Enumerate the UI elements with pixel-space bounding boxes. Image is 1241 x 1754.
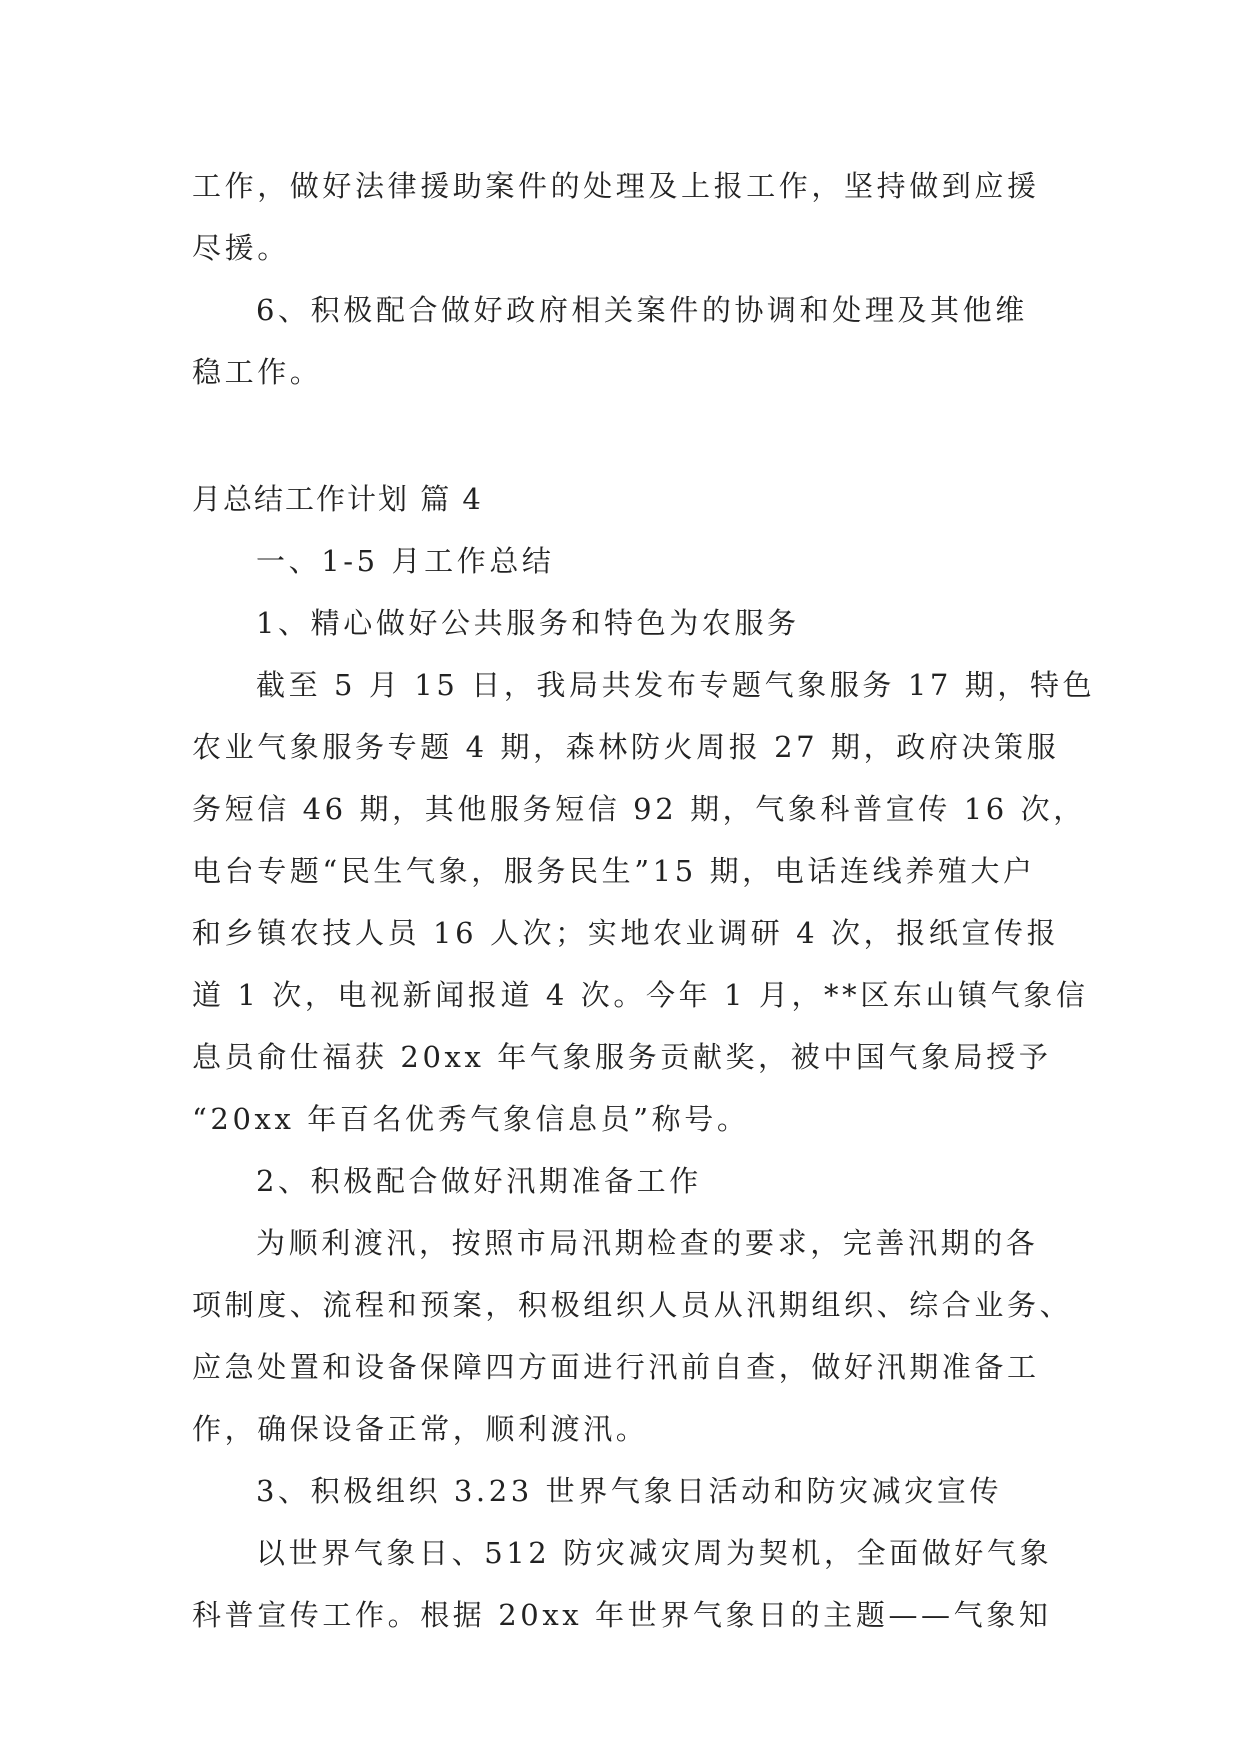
paragraph-line: 农业气象服务专题 4 期，森林防火周报 27 期，政府决策服 bbox=[192, 730, 1060, 764]
section-4 bbox=[192, 468, 1096, 1646]
paragraph-line: 工作，做好法律援助案件的处理及上报工作，坚持做到应援 bbox=[192, 169, 1040, 203]
item-heading: 1、精心做好公共服务和特色为农服务 bbox=[256, 606, 800, 640]
item-heading: 2、积极配合做好汛期准备工作 bbox=[256, 1164, 702, 1198]
paragraph-line: 为顺利渡汛，按照市局汛期检查的要求，完善汛期的各 bbox=[256, 1226, 1039, 1260]
paragraph-line: 6、积极配合做好政府相关案件的协调和处理及其他维 bbox=[256, 293, 1028, 327]
paragraph-line: 电台专题“民生气象，服务民生”15 期，电话连线养殖大户 bbox=[192, 854, 1036, 888]
paragraph-line: 以世界气象日、512 防灾减灾周为契机，全面做好气象 bbox=[256, 1536, 1053, 1570]
paragraph-line: 科普宣传工作。根据 20xx 年世界气象日的主题——气象知 bbox=[192, 1598, 1052, 1632]
paragraph-line: 道 1 次，电视新闻报道 4 次。今年 1 月，**区东山镇气象信 bbox=[192, 978, 1089, 1012]
section-title: 月总结工作计划 篇 4 bbox=[192, 482, 483, 516]
item-heading: 3、积极组织 3.23 世界气象日活动和防灾减灾宣传 bbox=[256, 1474, 1003, 1508]
paragraph-line: “20xx 年百名优秀气象信息员”称号。 bbox=[192, 1102, 750, 1136]
paragraph-line: 应急处置和设备保障四方面进行汛前自查，做好汛期准备工 bbox=[192, 1350, 1040, 1384]
paragraph-line: 息员俞仕福获 20xx 年气象服务贡献奖，被中国气象局授予 bbox=[192, 1040, 1052, 1074]
paragraph-line: 和乡镇农技人员 16 人次；实地农业调研 4 次，报纸宣传报 bbox=[192, 916, 1060, 950]
continued-paragraphs bbox=[192, 155, 1052, 403]
paragraph-line: 稳工作。 bbox=[192, 355, 323, 389]
paragraph-line: 项制度、流程和预案，积极组织人员从汛期组织、综合业务、 bbox=[192, 1288, 1073, 1322]
paragraph-line: 务短信 46 期，其他服务短信 92 期，气象科普宣传 16 次， bbox=[192, 792, 1086, 826]
paragraph-line: 作，确保设备正常，顺利渡汛。 bbox=[192, 1412, 649, 1446]
section-subtitle: 一、1-5 月工作总结 bbox=[256, 544, 555, 578]
paragraph-line: 尽援。 bbox=[192, 231, 290, 265]
paragraph-line: 截至 5 月 15 日，我局共发布专题气象服务 17 期，特色 bbox=[256, 668, 1096, 702]
